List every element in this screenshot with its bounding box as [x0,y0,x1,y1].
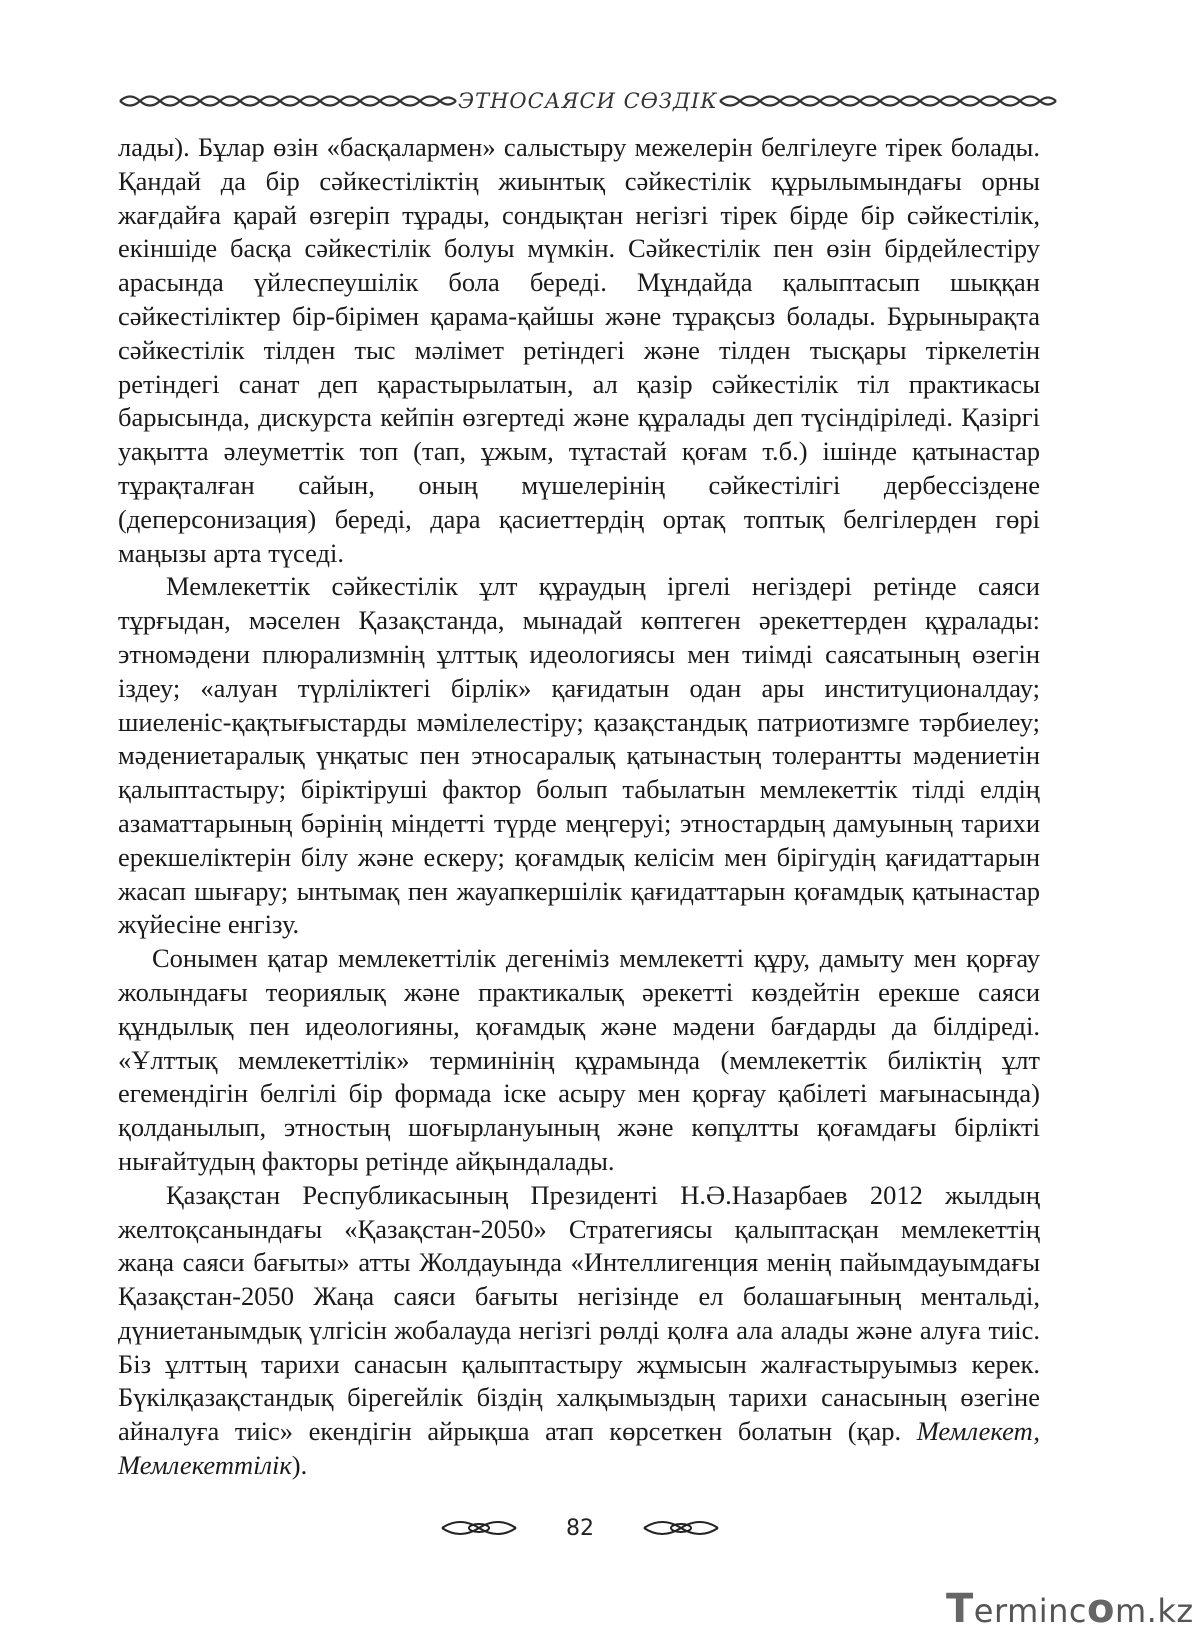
watermark-part-2: m.kz [1115,1592,1194,1630]
paragraph-4-end: ). [291,1450,308,1481]
page-number: 82 [566,1515,594,1541]
watermark-part-1: erminc [973,1592,1088,1630]
paragraph-3: Сонымен қатар мемлекеттілік дегеніміз мемлекетті құру, дамыту мен қорғау жолындағы теориялық және практикалық әрекетті көздейтін ерекше саяси құндылық пен идеологияны, қоғамдық және мәдени бағдарды да білдіреді. «Ұлттық мемлекеттілік» терминінің құрамында (мемлекеттік биліктің ұлт егемендігін белгілі бір формада іске асыру мен қорғау қабілеті мағынасында) қолданылып, этностың шоғырлануының және көпұлтты қоғамдағы бірлікті нығайтудың факторы ретінде айқындалады. [118,943,1040,1176]
cross-reference: Мемлекет, Мемлекеттілік [118,1416,1040,1481]
flourish-icon [440,1516,518,1540]
watermark-big-letter: T [946,1586,974,1632]
watermark-big-o: o [1087,1586,1115,1632]
paragraph-4-text: Қазақстан Республикасының Президенті Н.Ә.Назарбаев 2012 жылдың желтоқсанындағы «Қазақстан-2050» Стратегиясы қалыптасқан мемлекеттің жаңа саяси бағыты» атты Жолдауында «Интеллигенция менің пайымдауымдағы Қазақстан-2050 Жаңа саяси бағыты негізінде ел болашағының ментальді, дүниетанымдық үлгісін жобалауда негізгі рөлді қолға ала алады және алуға тиіс. Біз ұлттың тарихи санасын қалыптастыру жұмысын жалғастыруымыз керек. Бүкілқазақстандық бірегейлік біздің халқымыздың тарихи санасының өзегіне айналуға тиіс» екендігін айрықша атап көрсеткен болатын (қар. [118,1179,1040,1447]
ornament-band-icon [718,90,1058,112]
ornament-band-icon [118,90,458,112]
paragraph-4 [118,1179,1040,1483]
running-header [118,86,1040,116]
flourish-icon [642,1516,720,1540]
page-footer [440,1510,720,1546]
body-text [118,131,1040,1483]
site-watermark [946,1586,1194,1632]
paragraph-1: лады). Бұлар өзін «басқалармен» салыстыру межелерін белгілеуге тірек болады. Қандай да бір сәйкестіліктің жиынтық сәйкестілік құрылымындағы орны жағдайға қарай өзгеріп тұрады, сондықтан негізгі тірек бірде бір сәйкестілік, екіншіде басқа сәйкестілік болуы мүмкін. Сәйкестілік пен өзін бірдейлестіру арасында үйлеспеушілік бола береді. Мұндайда қалыптасып шыққан сәйкестіліктер бір-бірімен қарама-қайшы және тұрақсыз болады. Бұрынырақта сәйкестілік тілден тыс мәлімет ретіндегі және тілден тысқары тіркелетін ретіндегі санат деп қарастырылатын, ал қазір сәйкестілік тіл практикасы барысында, дискурста кейпін өзгертеді және құралады деп түсіндіріледі. Қазіргі уақытта әлеуметтік топ (тап, ұжым, тұтастай қоғам т.б.) ішінде қатынастар тұрақталған сайын, оның мүшелерінің сәйкестілігі дербессіздене (деперсонизация) береді, дара қасиеттердің ортақ топтық белгілерден гөрі маңызы арта түседі. [118,132,1040,568]
header-title: ЭТНОСАЯСИ СӨЗДІК [458,89,718,113]
paragraph-2: Мемлекеттік сәйкестілік ұлт құраудың іргелі негіздері ретінде саяси тұрғыдан, мәселен Қазақстанда, мынадай көптеген әрекеттерден құралады: этномәдени плюрализмнің ұлттық идеологиясы мен тиімді саясатының өзегін іздеу; «алуан түрліліктегі бірлік» қағидатын одан ары институционалдау; шиеленіс-қақтығыстарды мәмілелестіру; қазақстандық патриотизмге тәрбиелеу; мәдениетаралық үнқатыс пен этносаралық қатынастың толерантты мәдениетін қалыптастыру; біріктіруші фактор болып табылатын мемлекеттік тілді елдің азаматтарының бәрінің міндетті түрде меңгеруі; этностардың дамуының тарихи ерекшеліктерін білу және ескеру; қоғамдық келісім мен бірігудің қағидаттарын жасап шығару; ынтымақ пен жауапкершілік қағидаттарын қоғамдық қатынастар жүйесіне енгізу. [118,571,1040,940]
